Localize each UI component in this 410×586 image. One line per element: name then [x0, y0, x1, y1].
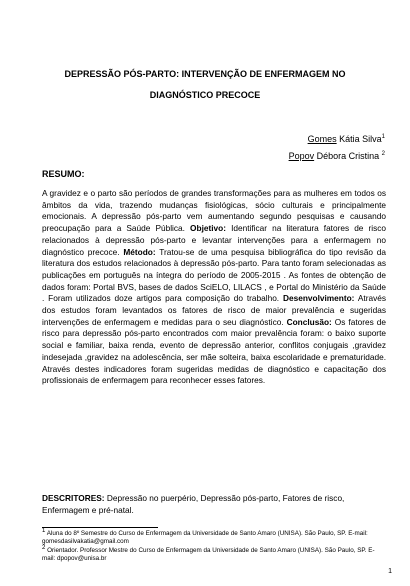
author-2 — [289, 150, 385, 162]
desenvolvimento-text: Através dos estudos foram levantados os fatores de risco de maior prevalência e sugeridas intervenções de enfermagem e medidas para o seu diagnóstico. — [42, 293, 386, 327]
objetivo-label: Objetivo: — [190, 223, 227, 234]
descritores — [42, 493, 386, 516]
descritores-text: Depressão no puerpério, Depressão pós-parto, Fatores de risco, Enfermagem e pré-natal. — [42, 493, 345, 515]
metodo-text: Tratou-se de uma pesquisa bibliográfica do tipo revisão da literatura dos estudos relacionados à depressão pós-parto. Para tanto foram selecionadas as publicações em português na íntegra do período de 2005-2015 . As fontes de obtenção de dados foram: Portal BVS, bases de dados SciELO, LILACS , e Portal do Ministério da Saúde . Foram utilizados doze artigos para composição do trabalho. — [42, 246, 386, 304]
author-2-surname: Popov — [288, 151, 315, 161]
footnotes — [42, 527, 387, 563]
title-line-2: DIAGNÓSTICO PRECOCE — [149, 90, 261, 100]
title-line-1: DEPRESSÃO PÓS-PARTO: INTERVENÇÃO DE ENFERMAGEM NO — [64, 69, 346, 79]
footnote-2-mark: 2 — [42, 544, 46, 551]
footnote-2 — [42, 544, 387, 564]
conclusao-text: Os fatores de risco para depressão pós-parto encontrados com maior prevalência foram: o baixo suporte social e familiar, baixa renda, evento de depressão anterior, conflitos conjugais ,gravidez indesejada ,gravidez na adolescência, ser mãe solteira, baixa escolaridade e prematuridade. Através destes indicadores foram sugeridas medidas de diagnóstico e capacitação dos profissionais de enfermagem para reconhecer esses fatores. — [42, 316, 386, 386]
footnote-2-text: Orientador. Professor Mestre do Curso de Enfermagem da Universidade de Santo Amaro (UNISA). São Paulo, SP. E-mail: dpopov@unisa.br — [42, 546, 375, 562]
resumo-heading: RESUMO: — [42, 169, 85, 179]
author-1-surname: Gomes — [307, 134, 337, 144]
desenvolvimento-label: Desenvolvimento: — [282, 293, 355, 304]
objetivo-text: Identificar na literatura fatores de risco relacionados à depressão pós-parto e levantar intervenções para a enfermagem no diagnóstico precoce. — [42, 223, 387, 257]
footnote-1-mark: 1 — [42, 527, 46, 534]
abstract-intro: A gravidez e o parto são períodos de grandes transformações para as mulheres em todos os âmbitos da vida, trazendo mudanças fisiológicas, sócio culturais e principalmente emocionais. A depressão pós-parto vem aumentando segundo pesquisas e causando preocupação para a Saúde Pública. — [42, 188, 386, 234]
author-2-mark: 2 — [381, 151, 385, 157]
author-1 — [308, 133, 385, 145]
descritores-label: DESCRITORES: — [42, 493, 105, 503]
conclusao-label: Conclusão: — [286, 316, 332, 327]
author-2-given: Débora Cristina — [314, 151, 382, 161]
metodo-label: Método: — [123, 246, 156, 257]
page-number: 1 — [388, 568, 392, 575]
footnote-1 — [42, 527, 387, 547]
footnote-divider — [42, 527, 158, 528]
author-1-mark: 1 — [381, 134, 385, 140]
footnote-1-text: Aluna do 8º Semestre do Curso de Enfermagem da Universidade de Santo Amaro (UNISA). São Paulo, SP. E-mail: gomesdasilvakatia@gmail.com — [42, 530, 368, 546]
author-1-given: Kátia Silva — [336, 134, 382, 144]
abstract-body — [42, 188, 386, 387]
